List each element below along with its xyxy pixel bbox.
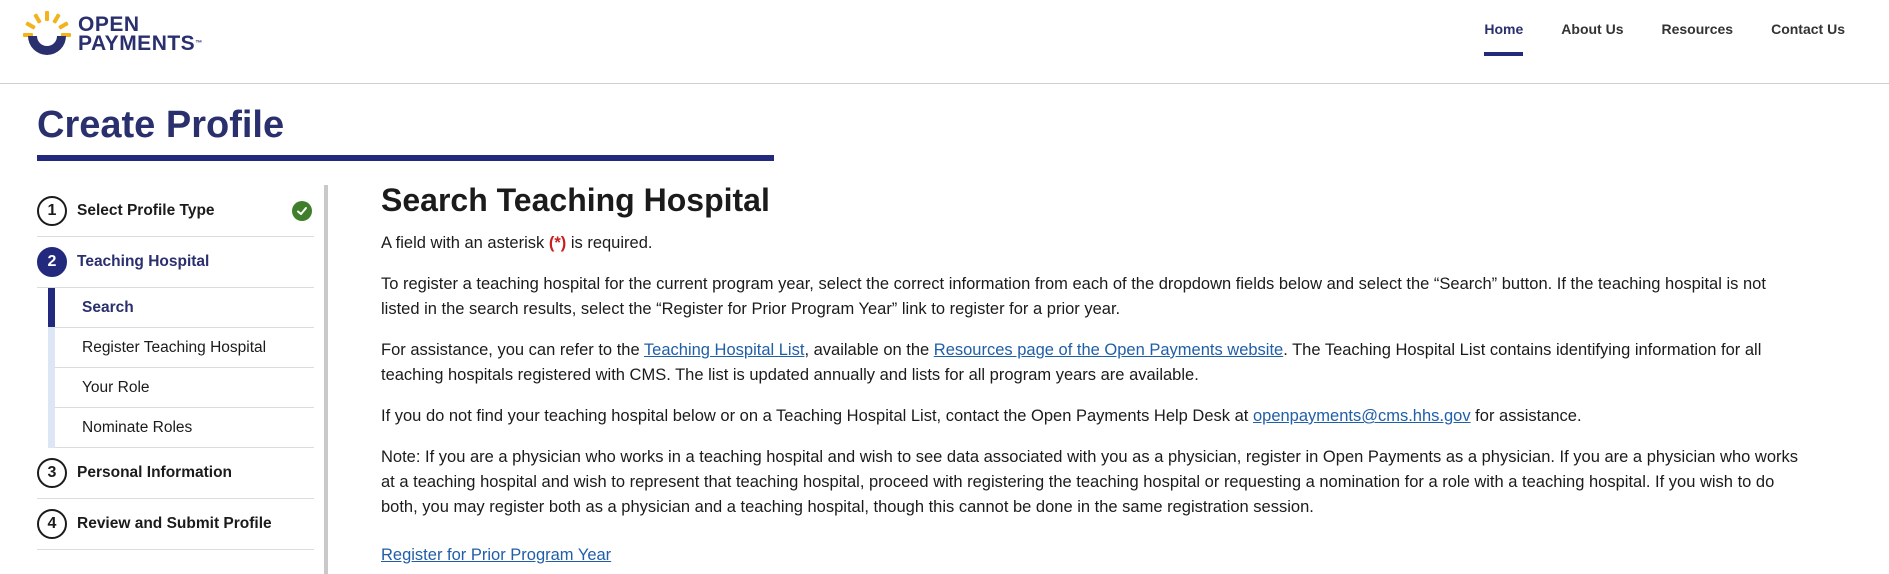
physician-note-paragraph: Note: If you are a physician who works in a teaching hospital and wish to see data associated with you as a physician, register in Open Payments as a physician. If you are a physician who works at a teaching hospital and wish to represent that teaching hospital, proceed with registering the teaching hospital or requesting a nomination for a role with a teaching hospital. If you wish to do both, you may register both as a physician and a teaching hospital, though this cannot be done in the same registration session. [381,448,1799,516]
logo-wordmark [78,15,203,53]
substep-nominate-roles[interactable]: Nominate Roles [55,408,314,448]
nav-resources-label: Resources [1661,21,1734,37]
assistance-text-c: . The Teaching Hospital List contains identifying information for all teaching hospitals registered with CMS. The list is updated annually and lists for all program years are available. [381,341,1762,384]
step-label: Teaching Hospital [77,253,210,270]
logo-trademark: ™ [195,40,203,47]
instructions-paragraph: To register a teaching hospital for the current program year, select the correct information from each of the dropdown fields below and select the “Search” button. If the teaching hospital is not listed in the search results, select the “Register for Prior Program Year” link to register for a prior year. [381,275,1766,318]
page-title: Create Profile [37,104,285,146]
logo-line1: OPEN [78,13,140,36]
step-label: Review and Submit Profile [77,515,272,532]
open-payments-logo[interactable] [22,10,212,58]
help-desk-email-link[interactable]: openpayments@cms.hhs.gov [1252,407,1471,425]
step-label: Select Profile Type [77,202,215,219]
nav-home-label: Home [1484,21,1524,37]
step-personal-information[interactable] [37,448,314,499]
required-note-pre: A field with an asterisk [381,234,549,252]
assistance-paragraph [381,338,1801,388]
title-underline [37,155,774,161]
step-number: 2 [37,247,67,277]
substep-search[interactable]: Search [55,288,314,328]
assistance-text-a: For assistance, you can refer to the [381,341,644,359]
help-desk-paragraph [381,404,1801,429]
sidebar-divider [324,185,328,574]
resources-page-link[interactable]: Resources page of the Open Payments website [933,341,1284,359]
step-number: 4 [37,509,67,539]
teaching-hospital-list-link[interactable]: Teaching Hospital List [643,341,805,359]
nav-home[interactable] [1465,0,1542,84]
step-number: 3 [37,458,67,488]
required-asterisk: (*) [548,234,567,252]
nav-about-us[interactable] [1542,0,1642,84]
register-prior-year-link[interactable]: Register for Prior Program Year [381,546,612,564]
help-desk-text-a: If you do not find your teaching hospital below or on a Teaching Hospital List, contact the Open Payments Help Desk at [381,407,1253,425]
help-desk-text-b: for assistance. [1470,407,1582,425]
step-number: 1 [37,196,67,226]
required-note-post: is required. [566,234,653,252]
required-note [381,231,1801,256]
substep-your-role[interactable]: Your Role [55,368,314,408]
section-heading: Search Teaching Hospital [381,182,770,218]
completed-check-icon [292,201,312,221]
top-header [0,0,1889,84]
nav-contact-us-label: Contact Us [1771,21,1845,37]
step-label: Personal Information [77,464,233,481]
nav-about-us-label: About Us [1561,21,1624,37]
teaching-hospital-substeps [48,288,314,448]
main-nav [1465,0,1889,84]
step-teaching-hospital[interactable] [37,237,314,288]
main-content [381,182,1801,565]
nav-contact-us[interactable] [1752,0,1889,84]
nav-resources[interactable] [1643,0,1753,84]
step-select-profile-type[interactable] [37,186,314,237]
assistance-text-b: , available on the [804,341,934,359]
step-review-and-submit[interactable] [37,499,314,550]
profile-stepper [37,186,314,550]
substep-register-teaching-hospital[interactable]: Register Teaching Hospital [55,328,314,368]
logo-line2: PAYMENTS [78,32,196,55]
sunburst-logo-icon [22,10,72,58]
